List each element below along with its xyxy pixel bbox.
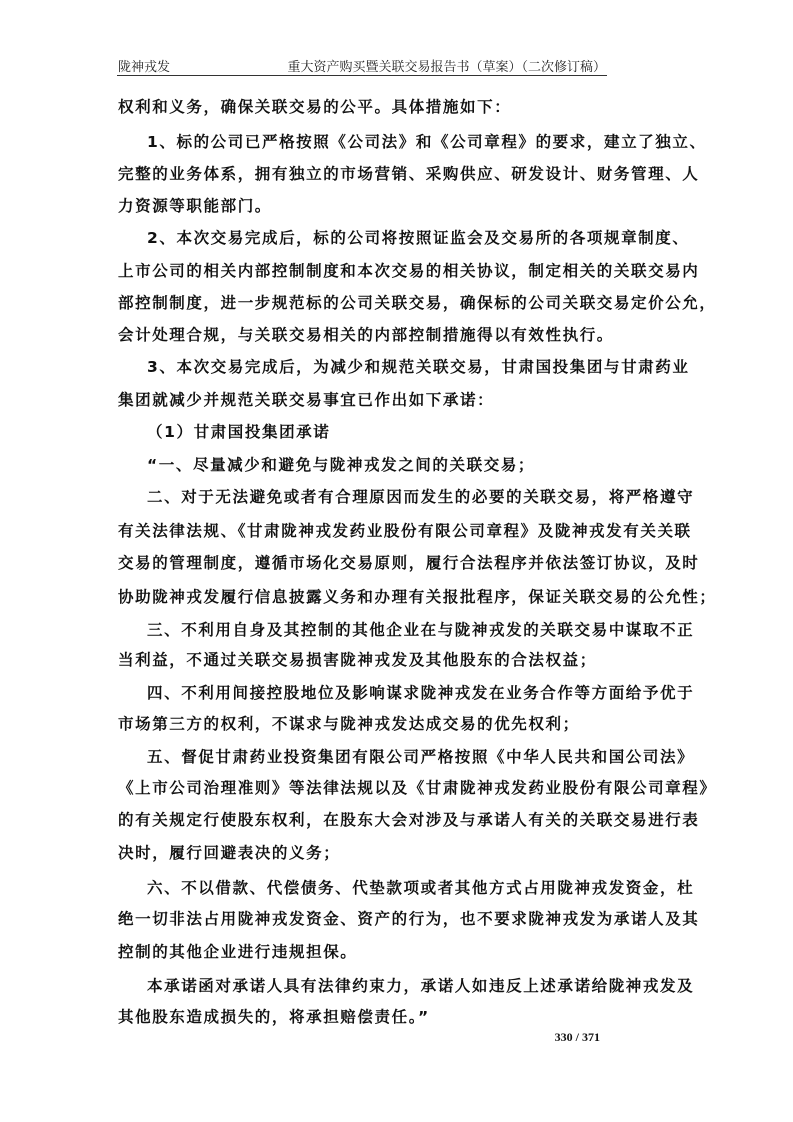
text-line: 会计处理合规，与关联交易相关的内部控制措施得以有效性执行。 [118,326,614,344]
text-line: 力资源等职能部门。 [118,197,272,215]
text-line: 当利益，不通过关联交易损害陇神戎发及其他股东的合法权益； [118,651,597,669]
text-line: 1、标的公司已严格按照《公司法》和《公司章程》的要求，建立了独立、 [147,133,707,151]
text-line: 绝一切非法占用陇神戎发资金、资产的行为，也不要求陇神戎发为承诺人及其 [118,910,700,928]
text-line: 二、对于无法避免或者有合理原因而发生的必要的关联交易，将严格遵守 [147,488,695,506]
text-line: 三、不利用自身及其控制的其他企业在与陇神戎发的关联交易中谋取不正 [147,621,695,639]
text-line: 《上市公司治理准则》等法律法规以及《甘肃陇神戎发药业股份有限公司章程》 [118,779,717,797]
text-line: 协助陇神戎发履行信息披露义务和办理有关报批程序，保证关联交易的公允性； [118,588,717,606]
text-line: 完整的业务体系，拥有独立的市场营销、采购供应、研发设计、财务管理、人 [118,165,700,183]
text-line: 3、本次交易完成后，为减少和规范关联交易，甘肃国投集团与甘肃药业 [147,358,690,376]
text-line: 上市公司的相关内部控制制度和本次交易的相关协议，制定相关的关联交易内 [118,262,700,280]
text-line: 2、本次交易完成后，标的公司将按照证监会及交易所的各项规章制度、 [147,229,690,247]
text-line: 部控制制度，进一步规范标的公司关联交易，确保标的公司关联交易定价公允， [118,294,717,312]
header-document-title: 重大资产购买暨关联交易报告书（草案）（二次修订稿） [287,60,606,75]
text-line: 本承诺函对承诺人具有法律约束力，承诺人如违反上述承诺给陇神戎发及 [147,977,695,995]
text-line: （1）甘肃国投集团承诺 [147,423,331,441]
text-line: 决时，履行回避表决的义务； [118,844,341,862]
text-line: 四、不利用间接控股地位及影响谋求陇神戎发在业务合作等方面给予优于 [147,684,695,702]
text-line: 其他股东造成损失的，将承担赔偿责任。” [118,1008,430,1026]
text-line: 控制的其他企业进行违规担保。 [118,943,358,961]
text-line: 有关法律法规、《甘肃陇神戎发药业股份有限公司章程》及陇神戎发有关关联 [118,522,692,540]
page-number: 330 / 371 [554,1030,600,1044]
text-line: 五、督促甘肃药业投资集团有限公司严格按照《中华人民共和国公司法》 [147,748,695,766]
header-company-name: 陇神戎发 [118,60,171,75]
text-line: 六、不以借款、代偿债务、代垫款项或者其他方式占用陇神戎发资金，杜 [147,879,695,897]
text-line: 集团就减少并规范关联交易事宜已作出如下承诺： [118,391,495,409]
text-line: 权利和义务，确保关联交易的公平。具体措施如下： [118,98,512,116]
text-line: 市场第三方的权利，不谋求与陇神戎发达成交易的优先权利； [118,715,580,733]
text-line: 交易的管理制度，遵循市场化交易原则，履行合法程序并依法签订协议，及时 [118,554,700,572]
text-line: 的有关规定行使股东权利，在股东大会对涉及与承诺人有关的关联交易进行表 [118,811,700,829]
header-divider [117,75,607,76]
text-line: “一、尽量减少和避免与陇神戎发之间的关联交易； [147,456,535,474]
